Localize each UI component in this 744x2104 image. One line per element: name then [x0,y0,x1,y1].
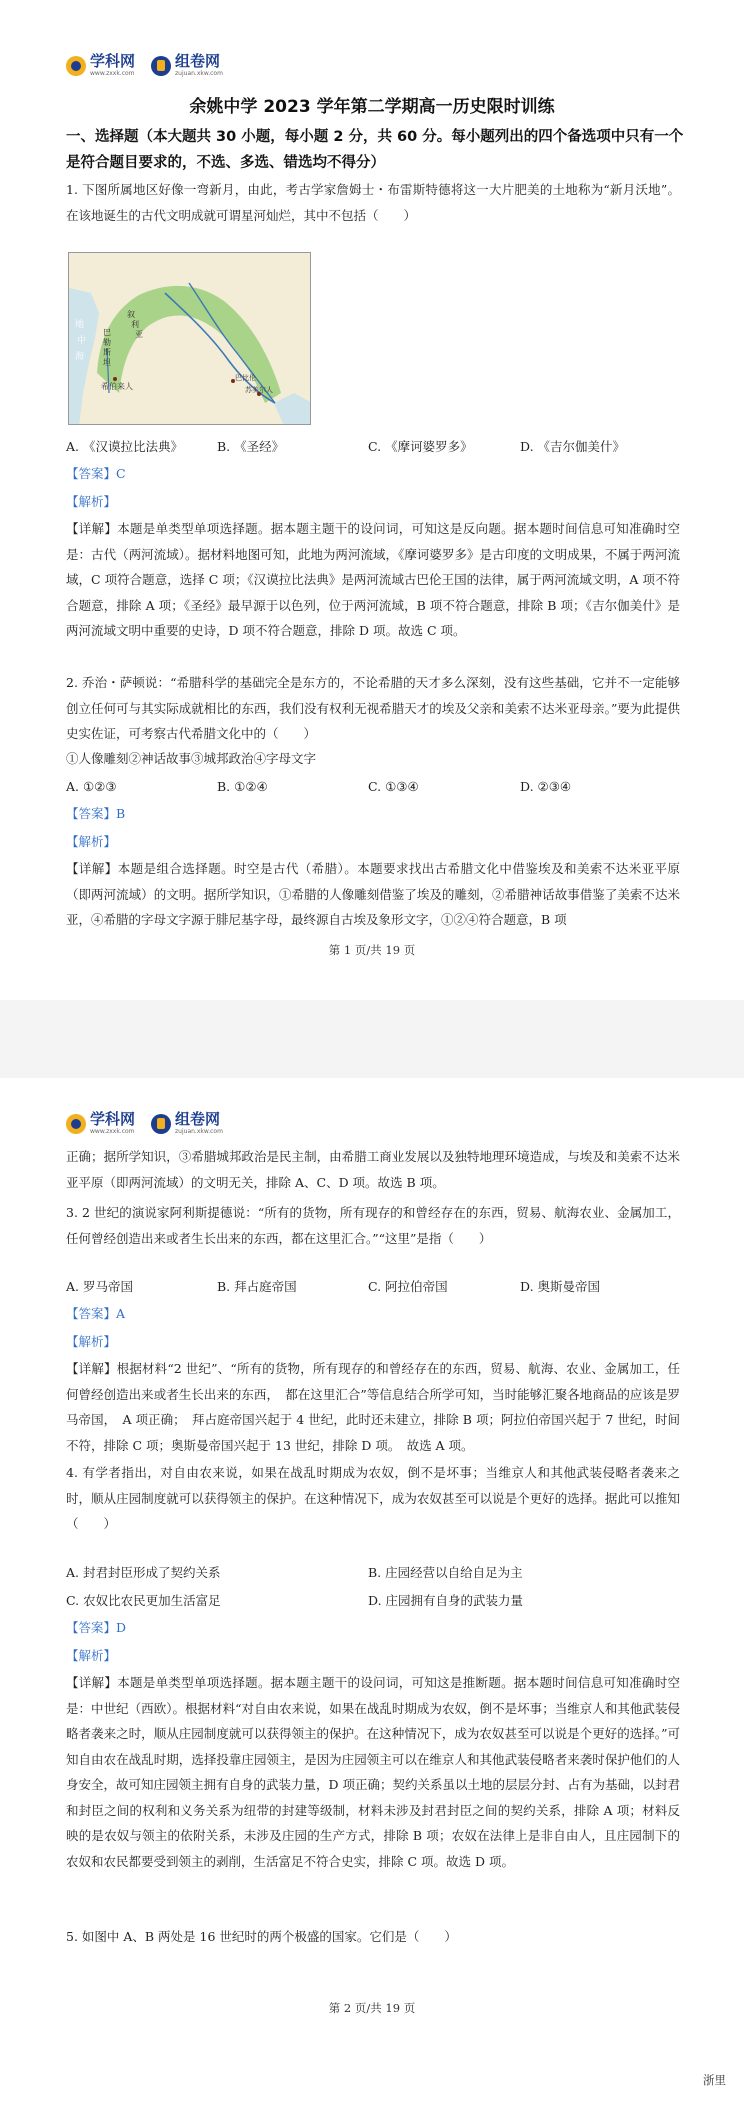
q3-option-c[interactable]: C. 阿拉伯帝国 [368,1279,448,1294]
q4-option-b[interactable]: B. 庄园经营以自给自足为主 [368,1565,523,1580]
header-logos [66,54,223,77]
logo-zujuan-name-2: 组卷网 [175,1110,221,1128]
page-1-footer: 第 1 页/共 19 页 [328,943,416,957]
q4-answer: 【答案】D [66,1620,127,1635]
logo-zujuan-2 [151,1112,223,1135]
q2-option-b[interactable]: B. ①②④ [217,779,268,794]
q2-analysis-label: 【解析】 [66,834,117,849]
q5-stem: 5. 如图中 A、B 两处是 16 世纪时的两个极盛的国家。它们是（ ） [66,1929,457,1944]
q3-options [66,1276,680,1298]
logo-zujuan-url: zujuan.xkw.com [175,70,223,77]
map-label-6: 亚 [135,330,143,339]
logo-zxxk-url: www.zxxk.com [90,70,135,77]
fertile-crescent-map [68,252,311,425]
logo-zxxk-2 [66,1112,135,1135]
map-label-1: 地 [75,320,85,330]
page-title: 余姚中学 2023 学年第二学期高一历史限时训练 [189,97,555,117]
q1-option-a[interactable]: A. 《汉谟拉比法典》 [66,439,183,454]
logo-zujuan [151,54,223,77]
q2-detail-part2: 正确；据所学知识，③希腊城邦政治是民主制，由希腊工商业发展以及独特地理环境造成，与埃及和美索不达米亚平原（即两河流域）的文明无关，排除 A、C、D 项。故选 B 项。 [66,1149,680,1190]
q1-option-c[interactable]: C. 《摩诃婆罗多》 [368,439,473,454]
map-label-12: 巴比伦 [235,374,256,382]
q3-analysis-label: 【解析】 [66,1334,117,1349]
q3-answer: 【答案】A [66,1306,126,1321]
q3-detail: 【详解】根据材料“2 世纪”、“所有的货物，所有现存的和曾经存在的东西，贸易、航海、农业、金属加工，任何曾经创造出来或者生长出来的东西， 都在这里汇合”等信息结合所学可知，当时能够汇聚各地商品的应该是罗马帝国， A 项正确； 拜占庭帝国兴起于 4 世纪，此时还未建立，排除 B 项；阿拉伯帝国兴起于 7 世纪，时间不符，排除 C 项；奥斯曼帝国兴起于 13 世纪，排除 D 项。 故选 A 项。 [66,1361,680,1453]
map-label-10: 坦 [103,358,111,367]
q1-answer: 【答案】C [66,466,126,481]
q4-option-a[interactable]: A. 封君封臣形成了契约关系 [66,1565,221,1580]
page-2 [0,1078,744,2104]
map-label-3: 海 [75,352,85,362]
map-label-13: 苏美尔人 [245,386,273,394]
map-label-11: 希伯来人 [101,382,133,391]
q4-analysis-label: 【解析】 [66,1648,117,1663]
q1-analysis-label: 【解析】 [66,494,117,509]
q4-options-row1 [66,1562,680,1584]
q2-items: ①人像雕刻②神话故事③城邦政治④字母文字 [66,751,317,766]
q1-option-b[interactable]: B. 《圣经》 [217,439,285,454]
q2-detail-part1: 【详解】本题是组合选择题。时空是古代（希腊）。本题要求找出古希腊文化中借鉴埃及和美索不达米亚平原（即两河流域）的文明。据所学知识，①希腊的人像雕刻借鉴了埃及的雕刻，②希腊神话故事借鉴了美索不达米亚，④希腊的字母文字源于腓尼基字母，最终源自古埃及象形文字，①②④符合题意，B 项 [66,861,680,927]
map-label-2: 中 [77,336,87,346]
logo-zujuan-url-2: zujuan.xkw.com [175,1128,223,1135]
q2-stem: 2. 乔治・萨顿说：“希腊科学的基础完全是东方的，不论希腊的天才多么深刻，没有这些基础，它并不一定能够创立任何可与其实际成就相比的东西，我们没有权利无视希腊天才的埃及父亲和美索不达米亚母亲。”要为此提供史实佐证，可考察古代希腊文化中的（ ） [66,675,680,741]
map-label-4: 叙 [127,310,135,319]
q2-options [66,776,680,798]
map-label-8: 勒 [103,338,111,347]
page-1 [0,0,744,1000]
q4-options-row2 [66,1590,680,1612]
map-label-9: 斯 [103,348,111,357]
logo-zxxk-name-2: 学科网 [90,1110,136,1128]
logo-zxxk [66,54,135,77]
q1-options [66,436,680,458]
page-2-footer: 第 2 页/共 19 页 [328,2001,416,2015]
q1-option-d[interactable]: D. 《吉尔伽美什》 [520,439,626,454]
q4-option-c[interactable]: C. 农奴比农民更加生活富足 [66,1593,221,1608]
q1-detail: 【详解】本题是单类型单项选择题。据本题主题干的设问词，可知这是反向题。据本题时间信息可知准确时空是：古代（两河流域）。据材料地图可知，此地为两河流域，《摩诃婆罗多》是古印度的文明成果，不属于两河流域，C 项符合题意，选择 C 项；《汉谟拉比法典》是两河流域古巴伦王国的法律，属于两河流域文明，A 项不符合题意，排除 A 项；《圣经》最早源于以色列，位于两河流域，B 项不符合题意，排除 B 项；《吉尔伽美什》是两河流域文明中重要的史诗，D 项不符合题意，排除 D 项。故选 C 项。 [66,521,680,638]
map-label-7: 巴 [103,328,111,337]
map-label-5: 利 [131,320,139,329]
page-gap [0,1000,744,1078]
q2-option-d[interactable]: D. ②③④ [520,779,572,794]
q3-option-d[interactable]: D. 奥斯曼帝国 [520,1279,601,1294]
header-logos-2 [66,1112,223,1135]
q1-stem: 1. 下图所属地区好像一弯新月，由此，考古学家詹姆士・布雷斯特德将这一大片肥美的土地称为“新月沃地”。在该地诞生的古代文明成就可谓星河灿烂，其中不包括（ ） [66,182,680,223]
zxxk-logo-icon [66,1114,86,1134]
q2-option-c[interactable]: C. ①③④ [368,779,419,794]
q2-option-a[interactable]: A. ①②③ [66,779,117,794]
zujuan-logo-icon [151,56,171,76]
logo-zxxk-url-2: www.zxxk.com [90,1128,135,1135]
zujuan-logo-icon [151,1114,171,1134]
q3-option-b[interactable]: B. 拜占庭帝国 [217,1279,297,1294]
q3-stem: 3. 2 世纪的演说家阿利斯提德说：“所有的货物，所有现存的和曾经存在的东西，贸易、航海农业、金属加工，任何曾经创造出来或者生长出来的东西，都在这里汇合。”“这里”是指（ ） [66,1205,680,1246]
q4-detail: 【详解】本题是单类型单项选择题。据本题主题干的设问词，可知这是推断题。据本题时间信息可知准确时空是：中世纪（西欧）。根据材料“对自由农来说，如果在战乱时期成为农奴，倒不是坏事；当维京人和其他武装侵略者袭来之时，顺从庄园制度就可以获得领主的保护。在这种情况下，成为农奴甚至可以说是个更好的选择。”可知自由农在战乱时期，选择投靠庄园领主，是因为庄园领主可以在维京人和其他武装侵略者来袭时保护他们的人身安全，故可知庄园领主拥有自身的武装力量，D 项正确；契约关系虽以土地的层层分封、占有为基础，以封君和封臣之间的权利和义务关系为纽带的封建等级制，材料未涉及封君封臣之间的契约关系，排除 A 项；材料反映的是农奴与领主的依附关系，未涉及庄园的生产方式，排除 B 项；农奴在法律上是非自由人，且庄园制下的农奴和农民都要受到领主的剥削，生活富足不符合史实，排除 C 项。故选 D 项。 [66,1675,680,1869]
corner-mark: 浙里 [703,2073,726,2087]
q4-option-d[interactable]: D. 庄园拥有自身的武装力量 [368,1593,524,1608]
q4-stem: 4. 有学者指出，对自由农来说，如果在战乱时期成为农奴，倒不是坏事；当维京人和其他武装侵略者袭来之时，顺从庄园制度就可以获得领主的保护。在这种情况下，成为农奴甚至可以说是个更好的选择。据此可以推知（ ） [66,1465,680,1531]
q2-answer: 【答案】B [66,806,126,821]
zxxk-logo-icon [66,56,86,76]
section-heading: 一、选择题（本大题共 30 小题，每小题 2 分，共 60 分。每小题列出的四个备选项中只有一个是符合题目要求的，不选、多选、错选均不得分） [66,129,684,171]
q3-option-a[interactable]: A. 罗马帝国 [66,1279,133,1294]
logo-zujuan-name: 组卷网 [175,52,221,70]
logo-zxxk-name: 学科网 [90,52,136,70]
